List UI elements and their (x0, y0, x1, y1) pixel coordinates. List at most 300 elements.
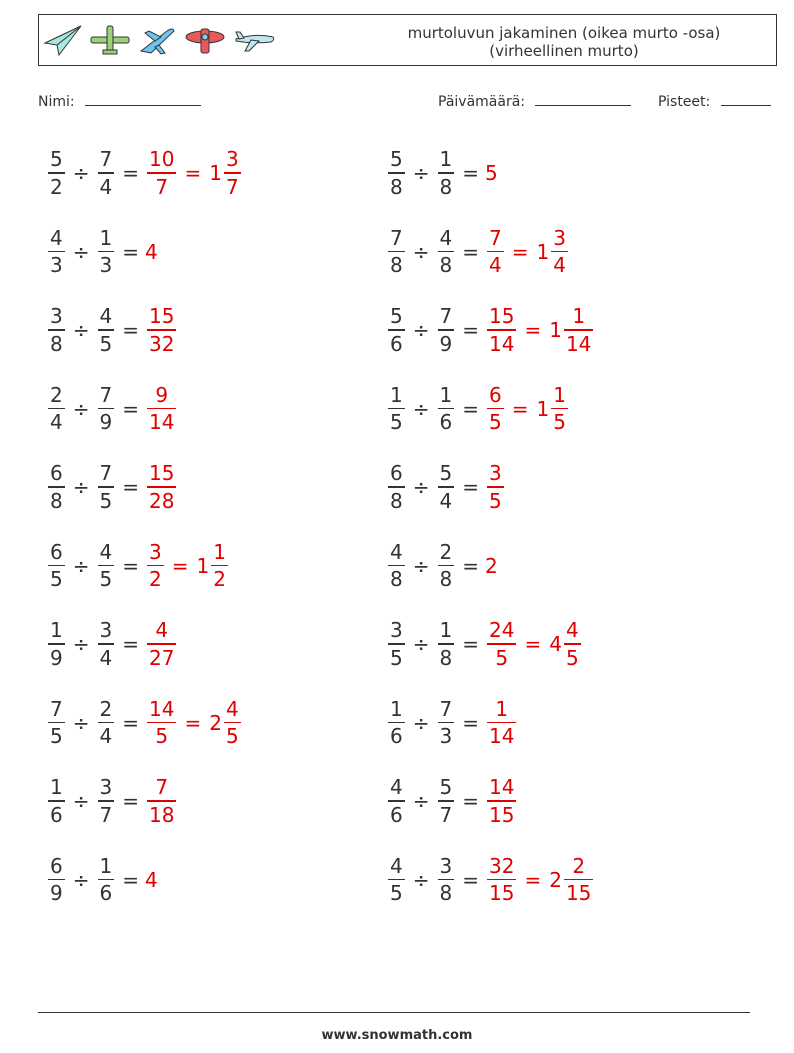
answer (145, 303, 178, 357)
denominator: 32 (149, 331, 175, 356)
numerator: 10 (149, 147, 175, 172)
header-box (38, 14, 777, 66)
numerator: 3 (489, 461, 502, 486)
divisor-fraction (98, 460, 115, 514)
denominator: 4 (439, 488, 453, 513)
denominator: 3 (50, 253, 63, 278)
divide-sign: ÷ (412, 475, 430, 499)
denominator: 6 (99, 881, 113, 906)
denominator: 5 (495, 645, 509, 670)
denominator: 8 (439, 881, 453, 906)
score-field[interactable] (658, 93, 771, 110)
numerator: 5 (390, 304, 403, 329)
numerator: 2 (572, 853, 586, 878)
answer (485, 853, 595, 907)
answer-fraction (487, 303, 516, 357)
divisor-fraction (438, 853, 455, 907)
numerator: 5 (50, 147, 63, 172)
denominator: 5 (553, 410, 566, 435)
problem-item (386, 299, 595, 361)
denominator: 9 (439, 331, 453, 356)
equals-sign: = (462, 239, 479, 264)
problem-item (46, 535, 230, 597)
denominator: 14 (489, 724, 515, 749)
answer-equals-sign: = (184, 710, 202, 735)
answer (485, 225, 570, 279)
equals-sign: = (122, 396, 139, 421)
answer-equals-sign: = (171, 553, 189, 578)
numerator: 4 (390, 539, 403, 564)
mixed-whole: 4 (549, 632, 562, 656)
numerator: 1 (572, 304, 586, 329)
paper-plane-icon (43, 23, 83, 57)
worksheet-title (374, 24, 754, 60)
numerator: 4 (225, 696, 239, 721)
numerator: 5 (439, 461, 453, 486)
dividend-fraction (48, 617, 65, 671)
denominator: 8 (390, 174, 403, 199)
mixed-fraction (551, 382, 568, 436)
numerator: 6 (489, 382, 502, 407)
divisor-fraction (438, 146, 455, 200)
denominator: 6 (50, 802, 63, 827)
numerator: 7 (99, 382, 113, 407)
denominator: 5 (50, 567, 63, 592)
answer-fraction (487, 774, 516, 828)
denominator: 8 (439, 174, 453, 199)
numerator: 15 (489, 304, 515, 329)
numerator: 1 (50, 775, 63, 800)
problem-item (386, 378, 570, 440)
mixed-fraction (224, 696, 241, 750)
divisor-fraction (438, 225, 455, 279)
divide-sign: ÷ (412, 789, 430, 813)
equals-sign: = (122, 239, 139, 264)
score-blank[interactable] (721, 93, 771, 106)
dividend-fraction (388, 303, 405, 357)
problem-item (386, 535, 498, 597)
denominator: 8 (50, 331, 63, 356)
equals-sign: = (462, 475, 479, 499)
problem-item (46, 299, 178, 361)
numerator: 3 (439, 853, 453, 878)
divisor-fraction (98, 303, 115, 357)
numerator: 14 (489, 775, 515, 800)
denominator: 5 (225, 724, 239, 749)
numerator: 4 (565, 618, 579, 643)
divide-sign: ÷ (412, 161, 430, 185)
denominator: 5 (155, 724, 169, 749)
denominator: 4 (489, 253, 502, 278)
problem-item (46, 770, 178, 832)
mixed-fraction (564, 617, 581, 671)
numerator: 5 (439, 775, 453, 800)
denominator: 3 (99, 253, 113, 278)
divide-sign: ÷ (412, 710, 430, 735)
numerator: 3 (390, 618, 403, 643)
divisor-fraction (438, 539, 455, 593)
dividend-fraction (48, 146, 65, 200)
numerator: 7 (439, 696, 453, 721)
denominator: 9 (50, 645, 63, 670)
dividend-fraction (48, 460, 65, 514)
equals-sign: = (122, 867, 139, 892)
divisor-fraction (98, 774, 115, 828)
mixed-fraction (224, 146, 241, 200)
denominator: 5 (99, 331, 113, 356)
dividend-fraction (388, 774, 405, 828)
equals-sign: = (462, 318, 479, 342)
answer (485, 696, 518, 750)
answer-equals-sign: = (524, 632, 542, 656)
divide-sign: ÷ (412, 867, 430, 892)
problem-item (386, 770, 518, 832)
numerator: 1 (495, 696, 509, 721)
answer-equals-sign: = (511, 396, 529, 421)
dividend-fraction (388, 539, 405, 593)
equals-sign: = (122, 553, 139, 578)
equals-sign: = (462, 396, 479, 421)
dividend-fraction (48, 774, 65, 828)
numerator: 4 (155, 618, 169, 643)
divide-sign: ÷ (72, 867, 90, 892)
answer (485, 303, 595, 357)
answer-fraction (147, 696, 176, 750)
answer-fraction (487, 460, 504, 514)
divisor-fraction (98, 696, 115, 750)
dividend-fraction (388, 382, 405, 436)
mixed-fraction (564, 303, 593, 357)
score-label: Pisteet: (658, 94, 711, 110)
divisor-fraction (98, 853, 115, 907)
dividend-fraction (48, 382, 65, 436)
answer-fraction (487, 225, 504, 279)
divide-sign: ÷ (72, 318, 90, 342)
divisor-fraction (438, 382, 455, 436)
divisor-fraction (438, 460, 455, 514)
title-line-2: (virheellinen murto) (489, 42, 639, 60)
denominator: 5 (99, 488, 113, 513)
mixed-whole: 1 (536, 239, 550, 264)
numerator: 3 (99, 618, 113, 643)
numerator: 2 (50, 382, 63, 407)
denominator: 6 (390, 802, 403, 827)
problem-item (46, 613, 178, 675)
numerator: 24 (489, 618, 515, 643)
airliner-icon (233, 23, 277, 57)
numerator: 4 (99, 304, 113, 329)
denominator: 7 (439, 802, 453, 827)
denominator: 5 (99, 567, 113, 592)
footer-divider (38, 1012, 750, 1013)
equals-sign: = (462, 710, 479, 735)
numerator: 1 (99, 225, 113, 250)
problem-item (46, 692, 243, 754)
answer-equals-sign: = (184, 161, 202, 185)
red-plane-icon (183, 23, 227, 57)
divide-sign: ÷ (72, 710, 90, 735)
numerator: 1 (439, 618, 453, 643)
problem-item (46, 221, 158, 283)
divide-sign: ÷ (72, 475, 90, 499)
numerator: 1 (390, 382, 403, 407)
answer-fraction (147, 774, 176, 828)
jet-plane-icon (137, 23, 177, 57)
numerator: 1 (213, 539, 226, 564)
divisor-fraction (98, 617, 115, 671)
denominator: 4 (99, 645, 113, 670)
dividend-fraction (48, 696, 65, 750)
answer-fraction (147, 382, 176, 436)
denominator: 28 (149, 488, 175, 513)
answer-equals-sign: = (524, 318, 542, 342)
answer (145, 617, 178, 671)
mixed-fraction (564, 853, 593, 907)
mixed-whole: 1 (196, 553, 210, 578)
date-blank[interactable] (535, 93, 631, 106)
answer (145, 382, 178, 436)
dividend-fraction (388, 225, 405, 279)
divisor-fraction (98, 225, 115, 279)
title-line-1: murtoluvun jakaminen (oikea murto -osa) (407, 24, 721, 42)
propeller-plane-icon (89, 23, 131, 57)
equals-sign: = (122, 161, 139, 185)
answer (485, 774, 518, 828)
numerator: 15 (149, 461, 175, 486)
numerator: 7 (155, 775, 169, 800)
answer (485, 554, 498, 578)
divide-sign: ÷ (72, 396, 90, 421)
numerator: 2 (439, 539, 453, 564)
divisor-fraction (438, 774, 455, 828)
numerator: 3 (225, 147, 239, 172)
denominator: 8 (439, 645, 453, 670)
denominator: 5 (565, 645, 579, 670)
equals-sign: = (462, 789, 479, 813)
denominator: 7 (99, 802, 113, 827)
divide-sign: ÷ (412, 318, 430, 342)
answer-fraction (487, 853, 516, 907)
answer-fraction (147, 146, 176, 200)
divide-sign: ÷ (72, 632, 90, 656)
denominator: 18 (149, 802, 175, 827)
problem-item (386, 456, 506, 518)
mixed-whole: 1 (209, 161, 222, 185)
numerator: 7 (99, 461, 113, 486)
problem-item (46, 142, 243, 204)
numerator: 7 (489, 225, 502, 250)
answer-fraction (147, 303, 176, 357)
denominator: 15 (565, 881, 592, 906)
divisor-fraction (98, 146, 115, 200)
denominator: 5 (390, 881, 403, 906)
answer-fraction (487, 617, 516, 671)
divisor-fraction (438, 696, 455, 750)
denominator: 14 (149, 410, 175, 435)
numerator: 4 (99, 539, 113, 564)
answer-equals-sign: = (524, 867, 542, 892)
numerator: 7 (439, 304, 453, 329)
divide-sign: ÷ (72, 161, 90, 185)
equals-sign: = (462, 553, 479, 578)
footer-url: www.snowmath.com (321, 1028, 473, 1043)
answer-fraction (487, 382, 504, 436)
divide-sign: ÷ (72, 553, 90, 578)
numerator: 3 (99, 775, 113, 800)
dividend-fraction (48, 539, 65, 593)
problem-item (386, 849, 595, 911)
equals-sign: = (122, 632, 139, 656)
answer-integer: 2 (485, 553, 498, 578)
problem-item (386, 221, 570, 283)
problem-item (46, 849, 158, 911)
numerator: 6 (50, 539, 63, 564)
numerator: 3 (553, 225, 566, 250)
numerator: 15 (149, 304, 175, 329)
denominator: 5 (489, 410, 502, 435)
numerator: 1 (50, 618, 63, 643)
numerator: 7 (390, 225, 403, 250)
equals-sign: = (122, 710, 139, 735)
numerator: 1 (99, 853, 113, 878)
name-label: Nimi: (38, 94, 75, 110)
dividend-fraction (388, 696, 405, 750)
name-blank[interactable] (85, 93, 201, 106)
equals-sign: = (122, 475, 139, 499)
denominator: 5 (489, 488, 502, 513)
denominator: 6 (390, 724, 403, 749)
numerator: 1 (439, 147, 453, 172)
numerator: 3 (149, 539, 162, 564)
denominator: 9 (50, 881, 63, 906)
numerator: 7 (99, 147, 113, 172)
mixed-whole: 1 (549, 318, 562, 342)
answer (145, 146, 243, 200)
numerator: 9 (155, 382, 169, 407)
denominator: 4 (99, 174, 113, 199)
mixed-fraction (551, 225, 568, 279)
answer (145, 539, 230, 593)
answer-fraction (147, 617, 176, 671)
denominator: 14 (489, 331, 515, 356)
denominator: 2 (149, 567, 162, 592)
numerator: 14 (149, 696, 175, 721)
problem-item (46, 378, 178, 440)
equals-sign: = (462, 867, 479, 892)
answer (485, 382, 570, 436)
dividend-fraction (48, 225, 65, 279)
divide-sign: ÷ (412, 396, 430, 421)
numerator: 1 (390, 696, 403, 721)
problem-item (386, 613, 583, 675)
denominator: 6 (439, 410, 453, 435)
dividend-fraction (388, 853, 405, 907)
numerator: 4 (390, 853, 403, 878)
numerator: 32 (489, 853, 515, 878)
denominator: 15 (489, 802, 515, 827)
denominator: 4 (99, 724, 113, 749)
denominator: 5 (390, 410, 403, 435)
denominator: 6 (390, 331, 403, 356)
denominator: 4 (50, 410, 63, 435)
denominator: 8 (50, 488, 63, 513)
denominator: 5 (50, 724, 63, 749)
divide-sign: ÷ (72, 239, 90, 264)
denominator: 9 (99, 410, 113, 435)
mixed-whole: 2 (549, 867, 562, 892)
answer (145, 774, 178, 828)
divisor-fraction (438, 303, 455, 357)
dividend-fraction (388, 146, 405, 200)
problem-item (386, 692, 518, 754)
divide-sign: ÷ (72, 789, 90, 813)
divide-sign: ÷ (412, 632, 430, 656)
equals-sign: = (462, 161, 479, 185)
problem-item (46, 456, 178, 518)
dividend-fraction (48, 303, 65, 357)
answer (145, 240, 158, 264)
answer-fraction (147, 539, 164, 593)
numerator: 6 (390, 461, 403, 486)
answer (145, 696, 243, 750)
denominator: 5 (390, 645, 403, 670)
mixed-whole: 2 (209, 710, 222, 735)
mixed-whole: 1 (536, 396, 550, 421)
equals-sign: = (122, 789, 139, 813)
divisor-fraction (438, 617, 455, 671)
numerator: 1 (439, 382, 453, 407)
answer (145, 460, 178, 514)
answer-fraction (487, 696, 516, 750)
mixed-fraction (211, 539, 228, 593)
numerator: 7 (50, 696, 63, 721)
denominator: 8 (390, 253, 403, 278)
numerator: 6 (50, 853, 63, 878)
name-field[interactable] (38, 93, 201, 110)
dividend-fraction (388, 460, 405, 514)
answer (485, 617, 583, 671)
numerator: 2 (99, 696, 113, 721)
divide-sign: ÷ (412, 239, 430, 264)
denominator: 14 (565, 331, 592, 356)
answer-integer: 5 (485, 161, 498, 185)
numerator: 6 (50, 461, 63, 486)
numerator: 3 (50, 304, 63, 329)
divisor-fraction (98, 539, 115, 593)
numerator: 4 (50, 225, 63, 250)
problem-item (386, 142, 498, 204)
divisor-fraction (98, 382, 115, 436)
denominator: 27 (149, 645, 175, 670)
icon-strip (43, 23, 277, 57)
answer (145, 868, 158, 892)
equals-sign: = (122, 318, 139, 342)
denominator: 3 (439, 724, 453, 749)
date-label: Päivämäärä: (438, 94, 525, 110)
denominator: 8 (439, 253, 453, 278)
numerator: 5 (390, 147, 403, 172)
denominator: 8 (390, 488, 403, 513)
answer-integer: 4 (145, 867, 158, 892)
answer-integer: 4 (145, 239, 158, 264)
denominator: 4 (553, 253, 566, 278)
denominator: 15 (489, 881, 515, 906)
numerator: 4 (390, 775, 403, 800)
answer-equals-sign: = (511, 239, 529, 264)
answer (485, 460, 506, 514)
equals-sign: = (462, 632, 479, 656)
date-field[interactable] (438, 93, 631, 110)
